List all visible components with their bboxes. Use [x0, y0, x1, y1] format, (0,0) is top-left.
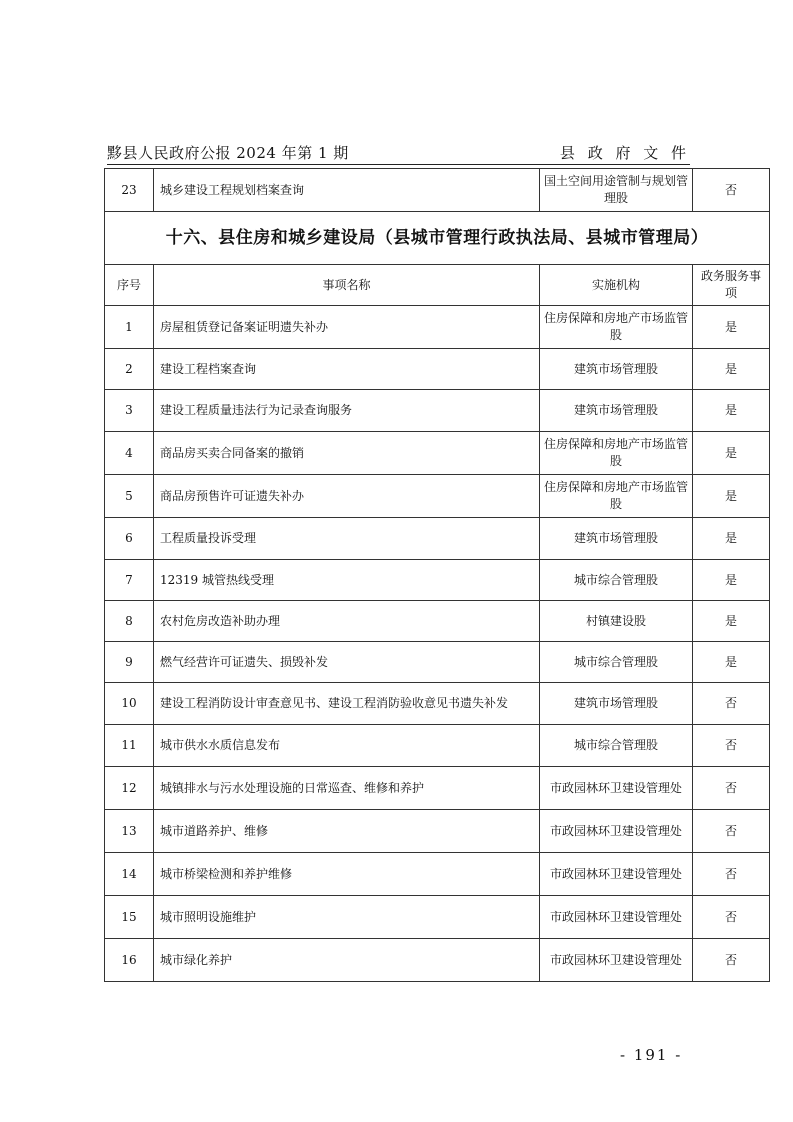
table-row: [105, 683, 770, 725]
row-number: 1: [105, 306, 154, 349]
service-flag: 是: [693, 432, 770, 475]
column-header-no: 序号: [105, 265, 154, 306]
row-number: 7: [105, 560, 154, 601]
table-body: [105, 306, 770, 982]
table-row: [105, 518, 770, 560]
column-header-row: [105, 265, 770, 306]
document-category: 县 政 府 文 件: [559, 144, 690, 162]
row-number: 3: [105, 390, 154, 432]
table-row: [105, 767, 770, 810]
row-number: 10: [105, 683, 154, 725]
implementing-agency: 建筑市场管理股: [540, 518, 693, 560]
table-row: [105, 475, 770, 518]
table-row: [105, 306, 770, 349]
item-name: 燃气经营许可证遗失、损毁补发: [154, 642, 540, 683]
row-number: 4: [105, 432, 154, 475]
column-header-org: 实施机构: [540, 265, 693, 306]
item-name: 城乡建设工程规划档案查询: [154, 169, 540, 212]
row-number: 14: [105, 853, 154, 896]
service-flag: 否: [693, 896, 770, 939]
service-flag: 否: [693, 169, 770, 212]
item-name: 城市绿化养护: [154, 939, 540, 982]
item-name: 城市照明设施维护: [154, 896, 540, 939]
service-flag: 是: [693, 475, 770, 518]
row-number: 12: [105, 767, 154, 810]
service-flag: 是: [693, 306, 770, 349]
row-number: 16: [105, 939, 154, 982]
row-number: 11: [105, 725, 154, 767]
service-flag: 否: [693, 683, 770, 725]
column-header-service: 政务服务事项: [693, 265, 770, 306]
table-row: [105, 939, 770, 982]
service-flag: 是: [693, 349, 770, 390]
row-number: 9: [105, 642, 154, 683]
service-flag: 是: [693, 560, 770, 601]
implementing-agency: 住房保障和房地产市场监管股: [540, 306, 693, 349]
implementing-agency: 住房保障和房地产市场监管股: [540, 475, 693, 518]
table-row: [105, 169, 770, 212]
item-name: 城镇排水与污水处理设施的日常巡查、维修和养护: [154, 767, 540, 810]
implementing-agency: 国土空间用途管制与规划管理股: [540, 169, 693, 212]
column-header-name: 事项名称: [154, 265, 540, 306]
row-number: 5: [105, 475, 154, 518]
table-row: [105, 601, 770, 642]
item-name: 房屋租赁登记备案证明遗失补办: [154, 306, 540, 349]
table-row: [105, 349, 770, 390]
item-name: 建设工程消防设计审查意见书、建设工程消防验收意见书遗失补发: [154, 683, 540, 725]
service-flag: 否: [693, 853, 770, 896]
items-table: [104, 168, 770, 982]
item-name: 工程质量投诉受理: [154, 518, 540, 560]
implementing-agency: 市政园林环卫建设管理处: [540, 939, 693, 982]
implementing-agency: 市政园林环卫建设管理处: [540, 767, 693, 810]
item-name: 农村危房改造补助办理: [154, 601, 540, 642]
item-name: 商品房买卖合同备案的撤销: [154, 432, 540, 475]
service-flag: 是: [693, 642, 770, 683]
service-flag: 否: [693, 767, 770, 810]
page-number: - 191 -: [620, 1046, 683, 1064]
service-flag: 是: [693, 390, 770, 432]
table-row: [105, 810, 770, 853]
section-title: 十六、县住房和城乡建设局（县城市管理行政执法局、县城市管理局）: [105, 212, 770, 265]
table-row: [105, 432, 770, 475]
item-name: 建设工程质量违法行为记录查询服务: [154, 390, 540, 432]
implementing-agency: 建筑市场管理股: [540, 683, 693, 725]
implementing-agency: 城市综合管理股: [540, 725, 693, 767]
table-row: [105, 725, 770, 767]
implementing-agency: 城市综合管理股: [540, 642, 693, 683]
item-name: 建设工程档案查询: [154, 349, 540, 390]
row-number: 15: [105, 896, 154, 939]
row-number: 2: [105, 349, 154, 390]
row-number: 23: [105, 169, 154, 212]
row-number: 13: [105, 810, 154, 853]
item-name: 城市供水水质信息发布: [154, 725, 540, 767]
implementing-agency: 城市综合管理股: [540, 560, 693, 601]
section-row: [105, 212, 770, 265]
row-number: 6: [105, 518, 154, 560]
service-flag: 否: [693, 810, 770, 853]
implementing-agency: 市政园林环卫建设管理处: [540, 810, 693, 853]
bulletin-title: 黟县人民政府公报 2024 年第 1 期: [107, 144, 349, 162]
item-name: 城市道路养护、维修: [154, 810, 540, 853]
table-row: [105, 642, 770, 683]
implementing-agency: 建筑市场管理股: [540, 349, 693, 390]
table-row: [105, 896, 770, 939]
implementing-agency: 住房保障和房地产市场监管股: [540, 432, 693, 475]
service-flag: 是: [693, 518, 770, 560]
implementing-agency: 建筑市场管理股: [540, 390, 693, 432]
implementing-agency: 市政园林环卫建设管理处: [540, 896, 693, 939]
table-row: [105, 390, 770, 432]
implementing-agency: 市政园林环卫建设管理处: [540, 853, 693, 896]
page-header: [107, 140, 690, 165]
table-row: [105, 853, 770, 896]
table-row: [105, 560, 770, 601]
service-flag: 是: [693, 601, 770, 642]
item-name: 城市桥梁检测和养护维修: [154, 853, 540, 896]
service-flag: 否: [693, 725, 770, 767]
row-number: 8: [105, 601, 154, 642]
service-flag: 否: [693, 939, 770, 982]
implementing-agency: 村镇建设股: [540, 601, 693, 642]
item-name: 12319 城管热线受理: [154, 560, 540, 601]
item-name: 商品房预售许可证遗失补办: [154, 475, 540, 518]
